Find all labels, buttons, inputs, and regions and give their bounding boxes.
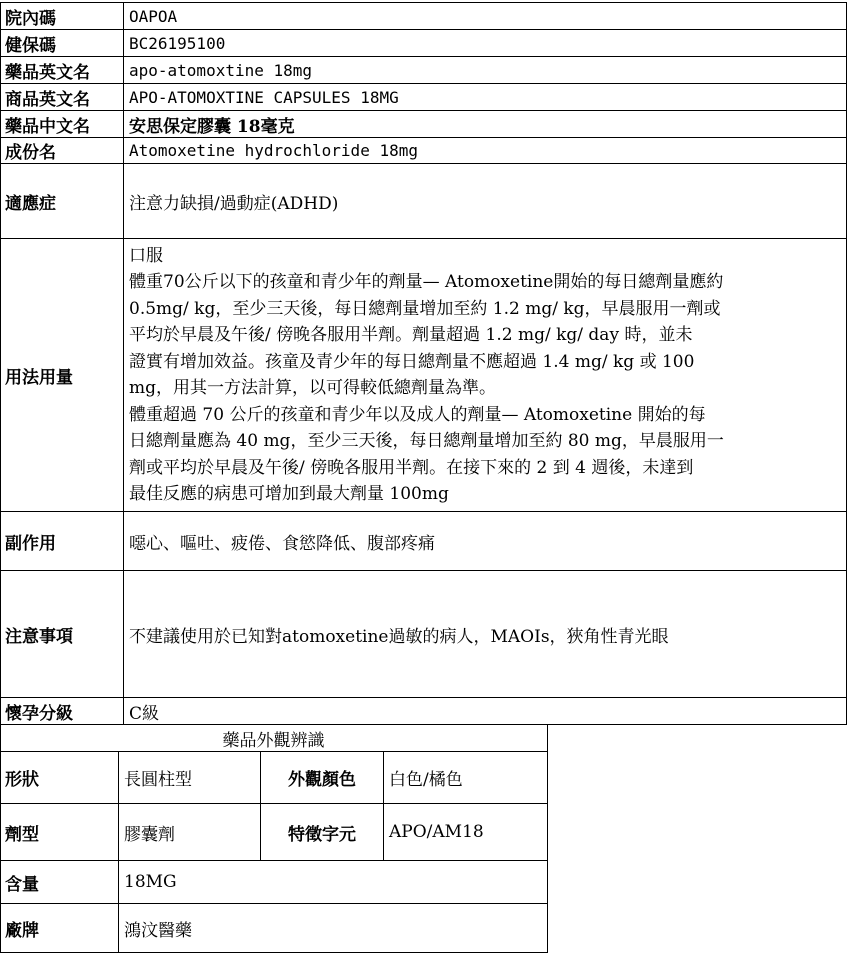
grid-line — [118, 751, 119, 953]
value-ingredient: Atomoxetine hydrochloride 18mg — [129, 141, 418, 160]
dosage-line: 證實有增加效益。孩童及青少年的每日總劑量不應超過 1.4 mg/ kg 或 100 — [129, 351, 695, 372]
label-color: 外觀顏色 — [288, 770, 356, 790]
label-precautions: 注意事項 — [5, 626, 73, 647]
value-drug-chinese-name: 安思保定膠囊 18毫克 — [129, 116, 295, 137]
label-form: 劑型 — [5, 824, 39, 845]
label-brand-english-name: 商品英文名 — [5, 89, 90, 110]
label-shape: 形狀 — [5, 770, 39, 790]
grid-line — [0, 29, 847, 30]
value-dosage — [124, 239, 846, 511]
value-precautions: 不建議使用於已知對atomoxetine過敏的病人，MAOIs，狹角性青光眼 — [129, 626, 669, 647]
grid-line — [0, 903, 548, 904]
grid-line — [547, 724, 548, 953]
grid-line — [260, 751, 261, 861]
dosage-line: 體重70公斤以下的孩童和青少年的劑量— Atomoxetine開始的每日總劑量應約 — [129, 272, 724, 292]
label-dosage: 用法用量 — [5, 367, 73, 388]
dosage-line: 最佳反應的病患可增加到最大劑量 100mg — [129, 484, 449, 504]
value-strength: 18MG — [124, 872, 177, 892]
grid-line — [0, 511, 847, 512]
dosage-line: mg，用其一方法計算，以可得較低總劑量為準。 — [129, 378, 497, 398]
dosage-line: 口服 — [129, 245, 163, 266]
grid-line — [0, 137, 847, 138]
value-manufacturer: 鴻汶醫藥 — [124, 920, 192, 941]
label-indication: 適應症 — [5, 193, 56, 214]
grid-line — [0, 163, 847, 164]
grid-line — [0, 952, 548, 953]
grid-line — [0, 803, 548, 804]
value-color: 白色/橘色 — [389, 770, 463, 790]
grid-line — [0, 860, 548, 861]
grid-line — [0, 2, 1, 953]
dosage-line: 體重超過 70 公斤的孩童和青少年以及成人的劑量— Atomoxetine 開始的每 — [129, 404, 706, 425]
label-drug-chinese-name: 藥品中文名 — [5, 116, 90, 137]
dosage-line: 0.5mg/ kg，至少三天後，每日總劑量增加至約 1.2 mg/ kg，早晨服用一劑或 — [129, 298, 721, 319]
label-hospital-code: 院內碼 — [5, 8, 56, 29]
grid-line — [383, 751, 384, 861]
value-drug-english-name: apo-atomoxtine 18mg — [129, 60, 313, 80]
value-pregnancy: C級 — [129, 703, 160, 724]
grid-line — [0, 83, 847, 84]
value-imprint: APO/AM18 — [389, 822, 484, 842]
value-insurance-code: BC26195100 — [129, 33, 226, 53]
grid-line — [0, 2, 847, 3]
value-shape: 長圓柱型 — [124, 770, 192, 790]
label-ingredient: 成份名 — [5, 143, 56, 163]
grid-line — [0, 110, 847, 111]
appearance-header: 藥品外觀辨識 — [222, 730, 325, 751]
grid-line — [0, 238, 847, 239]
value-form: 膠囊劑 — [124, 824, 175, 845]
label-insurance-code: 健保碼 — [5, 35, 56, 56]
grid-line — [846, 2, 847, 725]
grid-line — [0, 56, 847, 57]
dosage-line: 平均於早晨及午後/ 傍晚各服用半劑。劑量超過 1.2 mg/ kg/ day 時，並未 — [129, 325, 693, 345]
grid-line — [0, 724, 847, 725]
label-drug-english-name: 藥品英文名 — [5, 62, 90, 83]
label-imprint: 特徵字元 — [288, 824, 356, 845]
value-side-effects: 噁心、嘔吐、疲倦、食慾降低、腹部疼痛 — [129, 533, 435, 554]
dosage-line: 劑或平均於早晨及午後/ 傍晚各服用半劑。在接下來的 2 到 4 週後，未達到 — [129, 457, 694, 478]
dosage-line: 日總劑量應為 40 mg，至少三天後，每日總劑量增加至約 80 mg，早晨服用一 — [129, 431, 724, 451]
grid-line — [0, 697, 847, 698]
grid-line — [0, 570, 847, 571]
value-hospital-code: OAPOA — [129, 6, 178, 26]
label-manufacturer: 廠牌 — [5, 920, 39, 941]
grid-line — [0, 751, 548, 752]
label-strength: 含量 — [5, 874, 39, 895]
label-side-effects: 副作用 — [5, 533, 56, 554]
value-indication: 注意力缺損/過動症(ADHD) — [129, 193, 339, 214]
value-brand-english-name: APO-ATOMOXTINE CAPSULES 18MG — [129, 87, 399, 107]
label-pregnancy: 懷孕分級 — [5, 703, 73, 724]
grid-line — [123, 2, 124, 725]
